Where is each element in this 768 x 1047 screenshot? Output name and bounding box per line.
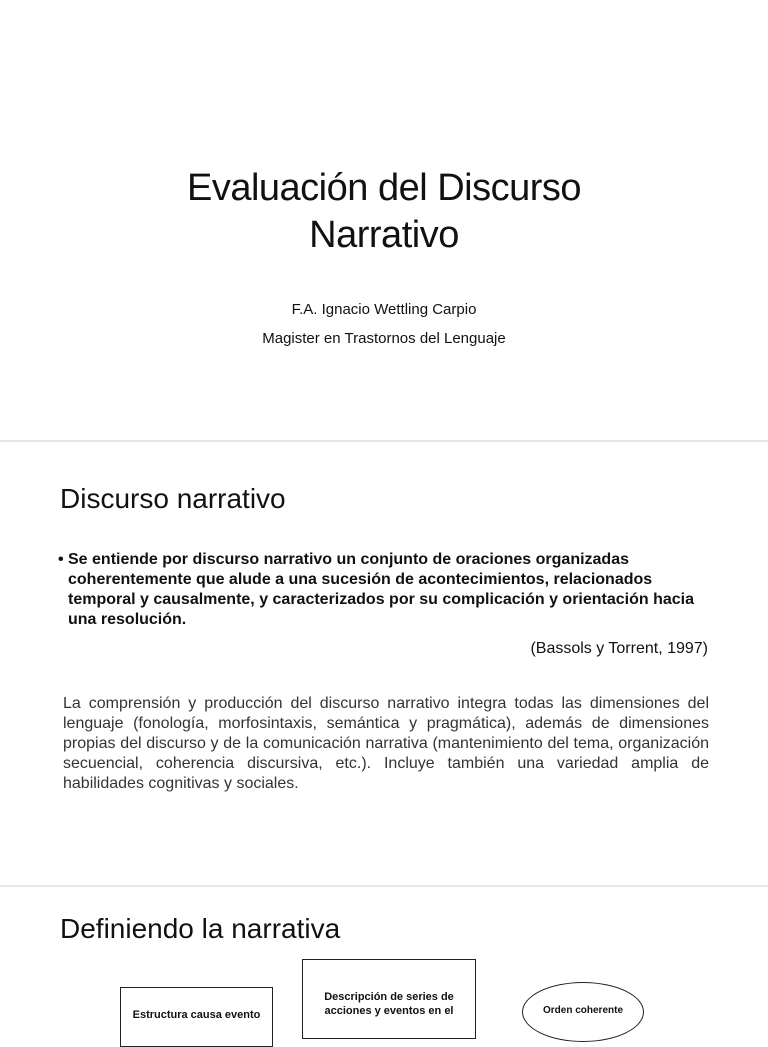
title-line-2: Narrativo: [309, 214, 459, 256]
slide-heading: Discurso narrativo: [60, 483, 286, 514]
author-name: F.A. Ignacio Wettling Carpio: [291, 301, 477, 318]
bullet-marker: •: [58, 551, 64, 568]
presentation-title: [0, 165, 768, 259]
body-paragraph: La comprensión y producción del discurso narrativo integra todas las dimensiones del lenguaje (fonología, morfosintaxis, semántica y pragmática), además de dimensiones propias del discurso y de la comunicación narrativa (mantenimiento del tema, organización secuencial, coherencia discursiva, etc.). Incluye también una variedad amplia de habilidades cognitivas y sociales.: [63, 695, 709, 792]
diagram-oval-orden: Orden coherente: [522, 982, 644, 1042]
diagram-box-descripcion: Descripción de series de acciones y eventos en el: [302, 959, 476, 1039]
definition-bullet: [60, 550, 724, 630]
definition-text: Se entiende por discurso narrativo un conjunto de oraciones organizadas coherentemente que alude a una sucesión de acontecimientos, relacionados temporal y causalmente, y caracterizados por su complicación y orientación hacia una resolución.: [68, 551, 695, 628]
author-degree: Magister en Trastornos del Lenguaje: [262, 330, 506, 347]
slide-discurso-narrativo: [0, 440, 768, 887]
diagram-box-causa: Estructura causa evento: [120, 987, 273, 1047]
citation: (Bassols y Torrent, 1997): [530, 640, 708, 657]
slide-definiendo-narrativa: [0, 885, 768, 1026]
slide-heading: Definiendo la narrativa: [60, 913, 341, 944]
title-line-1: Evaluación del Discurso: [186, 167, 582, 209]
slide-title: [0, 0, 768, 440]
